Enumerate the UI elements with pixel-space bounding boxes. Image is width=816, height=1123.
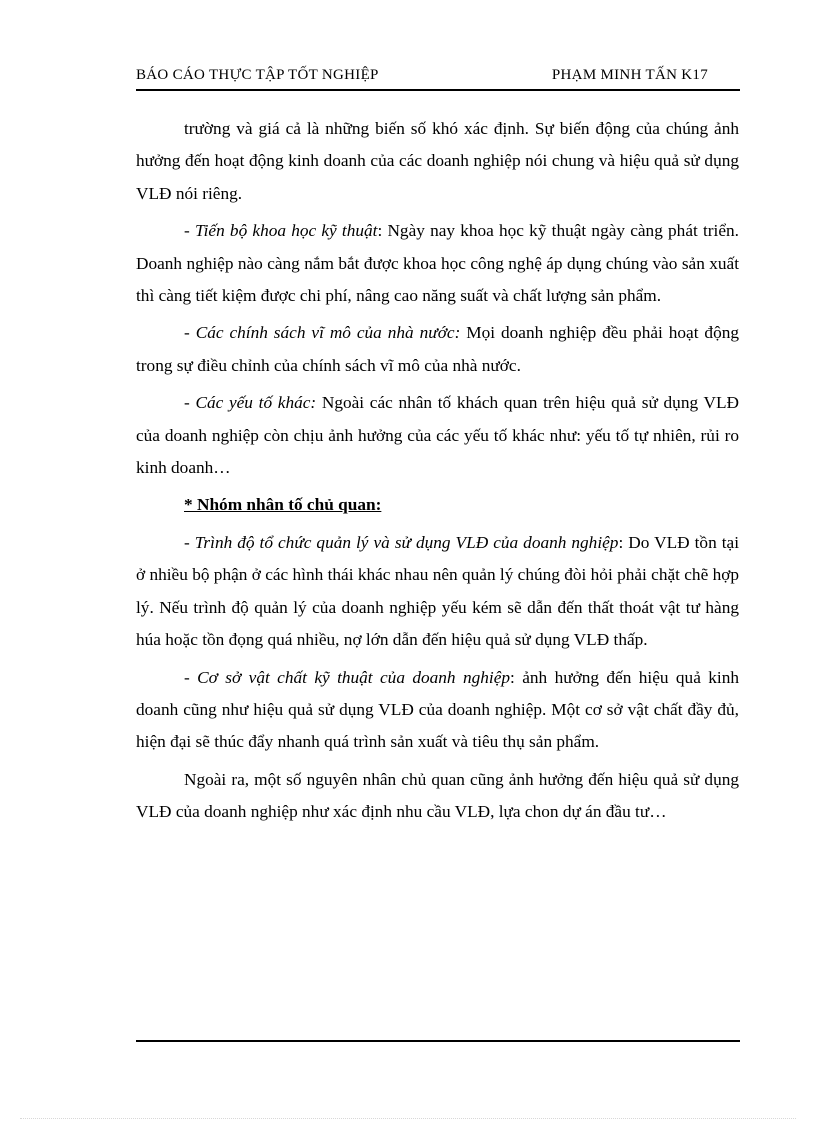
footer-rule — [136, 1040, 740, 1042]
paragraph-management-level — [136, 527, 739, 657]
paragraph-text-facilities: : ảnh hưởng đến hiệu quả kinh doanh cũng như hiệu quả sử dụng VLĐ của doanh nghiệp. Một cơ sở vật chất đầy đủ, hiện đại sẽ thúc đẩy nhanh quá trình sản xuất và tiêu thụ sản phẩm. — [136, 667, 739, 752]
paragraph-other-factors — [136, 387, 739, 484]
paragraph-facilities — [136, 662, 739, 759]
header-author: PHẠM MINH TẤN K17 — [551, 67, 708, 83]
paragraph-market-factors: trường và giá cả là những biến số khó xác định. Sự biến động của chúng ảnh hưởng đến hoạt động kinh doanh của các doanh nghiệp nói chung và hiệu quả sử dụng VLĐ nói riêng. — [136, 119, 739, 203]
paragraph-text-management-level: : Do VLĐ tồn tại ở nhiều bộ phận ở các hình thái khác nhau nên quản lý chúng đòi hỏi phải chặt chẽ hợp lý. Nếu trình độ quản lý của doanh nghiệp yếu kém sẽ dẫn đến thất thoát vật tư hàng húa hoặc tồn đọng quá nhiều, nợ lớn dẫn đến hiệu quả sử dụng VLĐ thấp. — [136, 532, 739, 650]
paragraph-lead-macro-policy: - Các chính sách vĩ mô của nhà nước: — [184, 323, 461, 343]
paragraph-text-macro-policy: Mọi doanh nghiệp đều phải hoạt động trong sự điều chỉnh của chính sách vĩ mô của nhà nước. — [136, 323, 739, 375]
paragraph-other-subjective: Ngoài ra, một số nguyên nhân chủ quan cũng ảnh hưởng đến hiệu quả sử dụng VLĐ của doanh nghiệp như xác định nhu cầu VLĐ, lựa chon dự án đầu tư… — [136, 769, 739, 822]
paragraph-lead-facilities: - Cơ sở vật chất kỹ thuật của doanh nghiệp — [184, 667, 511, 687]
page-header — [136, 67, 740, 87]
paragraph-text-other-factors: Ngoài các nhân tố khách quan trên hiệu quả sử dụng VLĐ của doanh nghiệp còn chịu ảnh hưởng của các yếu tố khác như: yếu tố tự nhiên, rủi ro kinh doanh… — [136, 393, 739, 478]
paragraph-technology — [136, 215, 739, 312]
paragraph-lead-technology: - Tiến bộ khoa học kỹ thuật — [184, 221, 378, 241]
body-text — [136, 113, 739, 834]
header-rule — [136, 89, 740, 91]
section-heading-subjective-factors: * Nhóm nhân tố chủ quan: — [184, 495, 382, 515]
paragraph-macro-policy — [136, 317, 739, 382]
page-bottom-dotted-line — [20, 1118, 796, 1119]
header-report-title: BÁO CÁO THỰC TẬP TỐT NGHIỆP — [136, 67, 379, 83]
paragraph-text-technology: : Ngày nay khoa học kỹ thuật ngày càng phát triển. Doanh nghiệp nào càng nắm bắt được khoa học công nghệ áp dụng chúng vào sản xuất thì càng tiết kiệm được chi phí, nâng cao năng suất và chất lượng sản phẩm. — [136, 221, 739, 306]
paragraph-lead-management-level: - Trình độ tổ chức quản lý và sử dụng VLĐ của doanh nghiệp — [184, 532, 619, 552]
paragraph-lead-other-factors: - Các yếu tố khác: — [184, 393, 317, 413]
